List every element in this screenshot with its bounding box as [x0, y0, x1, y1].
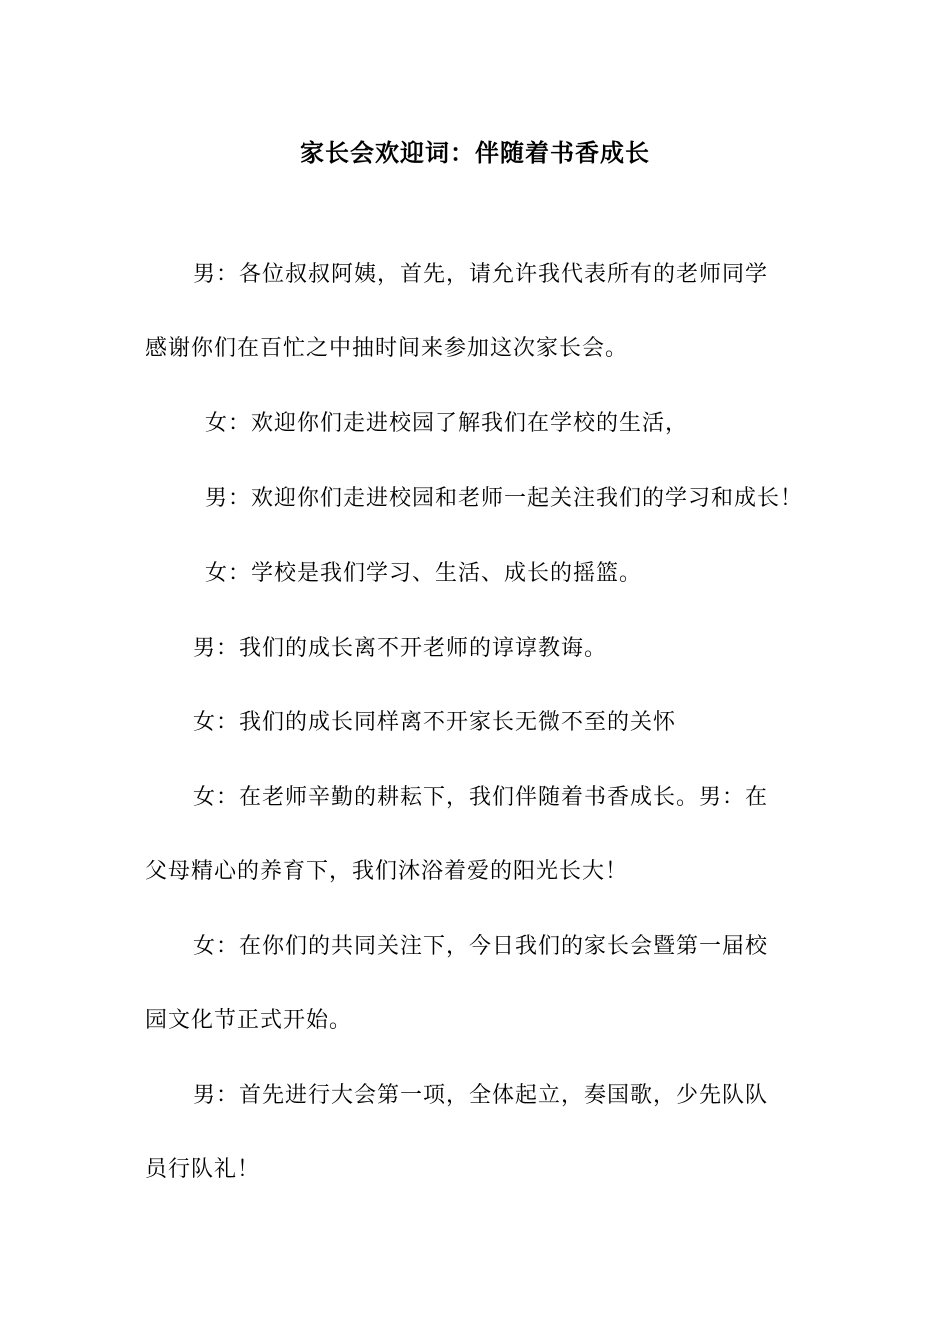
paragraph-4: [145, 537, 815, 611]
paragraph-8: [145, 910, 815, 1058]
paragraph-line: 女：学校是我们学习、生活、成长的摇篮。: [205, 561, 643, 586]
paragraph-line: 男：首先进行大会第一项，全体起立，奏国歌，少先队队: [193, 1083, 769, 1108]
paragraph-line: 父母精心的养育下，我们沐浴着爱的阳光长大！: [145, 859, 629, 884]
paragraph-9: [145, 1059, 815, 1207]
paragraph-line: 男：我们的成长离不开老师的谆谆教诲。: [193, 636, 608, 661]
paragraph-1: [145, 238, 815, 386]
paragraph-line: 女：在老师辛勤的耕耘下，我们伴随着书香成长。男：在: [193, 785, 769, 810]
paragraph-line: 男：各位叔叔阿姨，首先，请允许我代表所有的老师同学: [193, 262, 769, 287]
document-title: 家长会欢迎词：伴随着书香成长: [300, 138, 650, 167]
paragraph-2: [145, 387, 815, 461]
paragraph-3: [145, 462, 815, 536]
paragraph-line: 园文化节正式开始。: [145, 1008, 353, 1033]
paragraph-line: 女：欢迎你们走进校园了解我们在学校的生活，: [205, 411, 689, 436]
paragraph-line: 员行队礼！: [145, 1157, 261, 1182]
paragraph-line: 女：在你们的共同关注下，今日我们的家长会暨第一届校: [193, 934, 769, 959]
paragraph-6: [145, 686, 815, 760]
paragraph-line: 感谢你们在百忙之中抽时间来参加这次家长会。: [145, 336, 629, 361]
paragraph-7: [145, 761, 815, 909]
paragraph-5: [145, 612, 815, 686]
paragraph-line: 男：欢迎你们走进校园和老师一起关注我们的学习和成长！: [205, 486, 804, 511]
paragraph-line: 女：我们的成长同样离不开家长无微不至的关怀: [193, 710, 677, 735]
